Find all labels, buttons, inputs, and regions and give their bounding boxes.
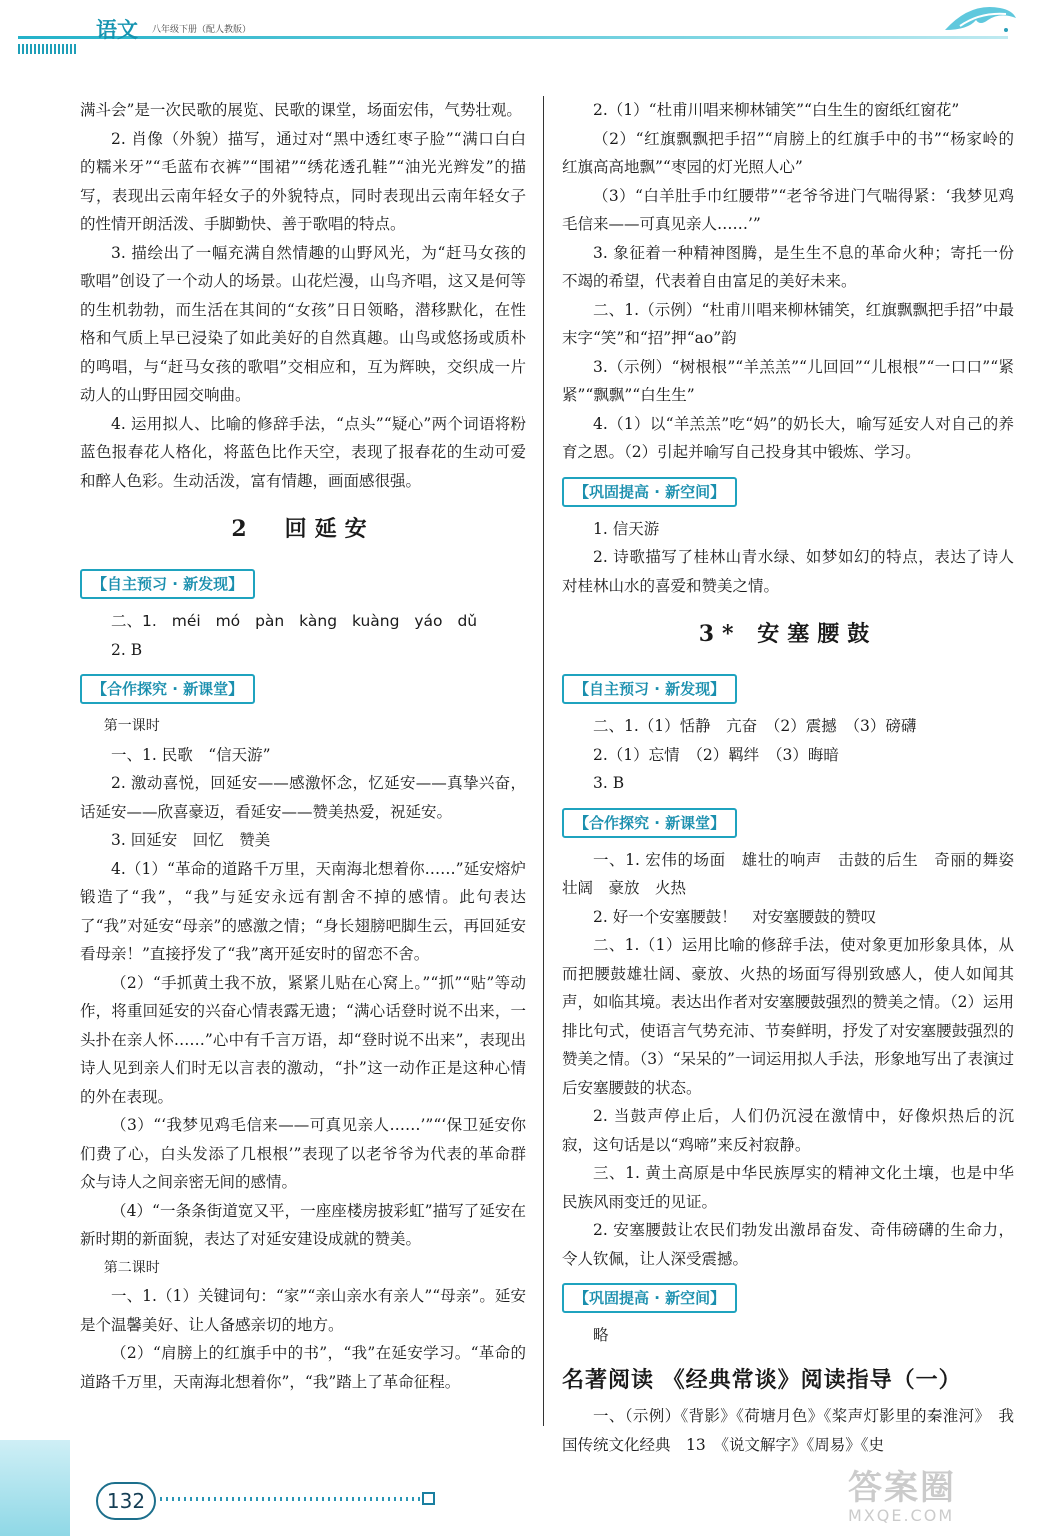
paragraph: 一、1.（1）关键词句：“家”“亲山亲水有亲人”“母亲”。延安是个温馨美好、让人备感亲切的地方。 xyxy=(80,1287,526,1334)
paragraph: 2. 激动喜悦，回延安——感激怀念，忆延安——真挚兴奋，话延安——欣喜豪迈，看延安——赞美热爱，祝延安。 xyxy=(80,774,526,821)
paragraph: （3）“‘我梦见鸡毛信来——可真见亲人……’”“‘保卫延安你们费了心，白头发添了几根根’”表现了以老爷爷为代表的革命群众与诗人之间亲密无间的感情。 xyxy=(80,1116,526,1191)
subject-label: 语文 xyxy=(96,18,138,42)
section-tag-preview: 【自主预习 · 新发现】 xyxy=(80,569,255,599)
page-number: 132 xyxy=(96,1482,156,1520)
reading-guide-title: 名著阅读 《经典常谈》阅读指导（一） xyxy=(562,1366,962,1393)
paragraph: 3. 回延安 回忆 赞美 xyxy=(111,831,271,849)
header-rule xyxy=(18,36,1008,39)
paragraph: 3. 象征着一种精神图腾，是生生不息的革命火种；寄托一份不竭的希望，代表着自由富足的美好未来。 xyxy=(562,243,1014,290)
paragraph: 2. 诗歌描写了桂林山青水绿、如梦如幻的特点，表达了诗人对桂林山水的喜爱和赞美之情。 xyxy=(562,548,1014,595)
paragraph: 1. 信天游 xyxy=(593,519,660,538)
book-info: 八年级下册（配人教版） xyxy=(152,25,252,35)
watermark xyxy=(848,1470,1038,1530)
paragraph: 二、1.（示例）“杜甫川唱来柳林铺笑，红旗飘飘把手招”中最末字“笑”和“招”押“ao”韵 xyxy=(562,300,1014,347)
paragraph: 3. 描绘出了一幅充满自然情趣的山野风光，为“赶马女孩的歌唱”创设了一个动人的场景。山花烂漫，山鸟齐唱，这又是何等的生机勃勃，而生活在其间的“女孩”日日领略，潜移默化，在性格和气质上早已浸染了如此美好的自然真趣。山鸟或悠扬或质朴的鸣唱，与“赶马女孩的歌唱”交相应和，互为辉映，交织成一片动人的山野田园交响曲。 xyxy=(80,243,526,404)
paragraph: （2）“肩膀上的红旗手中的书”，“我”在延安学习。“革命的道路千万里，天南海北想着你”，“我”踏上了革命征程。 xyxy=(80,1344,526,1391)
right-column xyxy=(562,96,1030,1459)
paragraph: 三、1. 黄土高原是中华民族厚实的精神文化土壤，也是中华民族风雨变迁的见证。 xyxy=(562,1164,1014,1211)
footer-end-mark xyxy=(422,1492,435,1505)
paragraph: 2. 安塞腰鼓让农民们勃发出激昂奋发、奇伟磅礴的生命力，令人钦佩，让人深受震撼。 xyxy=(562,1221,1014,1268)
paragraph: （3）“白羊肚手巾红腰带”“老爷爷进门气喘得紧：‘我梦见鸡毛信来——可真见亲人……’” xyxy=(562,186,1014,233)
side-stripe xyxy=(0,1440,70,1536)
paragraph: 一、（示例）《背影》《荷塘月色》《桨声灯影里的秦淮河》 我国传统文化经典 13 《说文解字》《周易》《史 xyxy=(562,1407,1014,1454)
watermark-url: MXQE.COM xyxy=(848,1506,955,1525)
period-label: 第二课时 xyxy=(103,1259,160,1276)
paragraph: 2.（1）忘情 （2）羁绊 （3）晦暗 xyxy=(593,745,839,764)
pinyin-answer: 二、1. méi mó pàn kàng kuàng yáo dǔ xyxy=(111,612,478,630)
paragraph: 2. 当鼓声停止后，人们仍沉浸在激情中，好像炽热后的沉寂，这句话是以“鸡啼”来反衬寂静。 xyxy=(562,1107,1014,1154)
paragraph: 4.（1）“革命的道路千万里，天南海北想着你……”延安熔炉锻造了“我”，“我”与延安永远有割舍不掉的感情。此句表达了“我”对延安“母亲”的感激之情；“身长翅膀吧脚生云，再回延安看母亲！”直接抒发了“我”离开延安时的留恋不舍。 xyxy=(80,859,526,963)
paragraph: 2. 肖像（外貌）描写，通过对“黑中透红枣子脸”“满口白白的糯米牙”“毛蓝布衣裤”“围裙”“绣花透孔鞋”“油光光辫发”的描写，表现出云南年轻女子的外貌特点，同时表现出云南年轻女子的性情开朗活泼、手脚勤快、善于歌唱的特点。 xyxy=(80,129,526,233)
page-header xyxy=(0,0,1052,52)
section-tag-improve: 【巩固提高 · 新空间】 xyxy=(562,1283,737,1313)
footer-dots xyxy=(160,1497,422,1501)
paragraph: 二、1.（1）恬静 亢奋 （2）震撼 （3）磅礴 xyxy=(593,717,917,735)
paragraph: 2. B xyxy=(111,640,143,659)
lesson-title: 2 回延安 xyxy=(231,516,375,542)
paragraph: 略 xyxy=(593,1326,609,1344)
paragraph: 4.（1）以“羊羔羔”吃“妈”的奶长大，喻写延安人对自己的养育之恩。（2）引起并喻写自己投身其中锻炼、学习。 xyxy=(562,414,1014,461)
paragraph: 3. B xyxy=(593,774,625,792)
paragraph: 2. 好一个安塞腰鼓！ 对安塞腰鼓的赞叹 xyxy=(593,907,877,926)
paragraph: 满斗会”是一次民歌的展览、民歌的课堂，场面宏伟，气势壮观。 xyxy=(80,101,522,119)
left-column xyxy=(80,96,526,1396)
paragraph: （2）“手抓黄土我不放，紧紧儿贴在心窝上。”“抓”“贴”等动作，将重回延安的兴奋心情表露无遗；“满心话登时说不出来，一头扑在亲人怀……”心中有千言万语，却“登时说不出来”，表现出诗人见到亲人们时无以言表的激动，“扑”这一动作正是这种心情的外在表现。 xyxy=(80,973,526,1106)
paragraph: 4. 运用拟人、比喻的修辞手法，“点头”“疑心”两个词语将粉蓝色报春花人格化，将蓝色比作天空，表现了报春花的生动可爱和醉人色彩。生动活泼，富有情趣，画面感很强。 xyxy=(80,414,526,490)
section-tag-preview: 【自主预习 · 新发现】 xyxy=(562,674,737,704)
paragraph: 2.（1）“杜甫川唱来柳林铺笑”“白生生的窗纸红窗花” xyxy=(593,101,960,119)
wave-decoration-icon xyxy=(940,0,1020,40)
period-label: 第一课时 xyxy=(103,718,160,734)
watermark-logo: 答案圈 xyxy=(848,1468,956,1508)
header-ticks xyxy=(18,44,76,54)
lesson-title: 3* 安塞腰鼓 xyxy=(698,621,878,647)
paragraph: 一、1. 宏伟的场面 雄壮的响声 击鼓的后生 奇丽的舞姿 壮阔 豪放 火热 xyxy=(562,850,1030,897)
paragraph: 一、1. 民歌 “信天游” xyxy=(111,745,271,764)
paragraph: （4）“一条条街道宽又平，一座座楼房披彩虹”描写了延安在新时期的新面貌，表达了对延安建设成就的赞美。 xyxy=(80,1201,526,1248)
section-tag-explore: 【合作探究 · 新课堂】 xyxy=(562,808,737,838)
paragraph: （2）“红旗飘飘把手招”“肩膀上的红旗手中的书”“杨家岭的红旗高高地飘”“枣园的灯光照人心” xyxy=(562,129,1014,176)
section-tag-improve: 【巩固提高 · 新空间】 xyxy=(562,477,737,507)
section-tag-explore: 【合作探究 · 新课堂】 xyxy=(80,674,255,704)
paragraph: 二、1.（1）运用比喻的修辞手法，使对象更加形象具体，从而把腰鼓雄壮阔、豪放、火热的场面写得别致感人，使人如闻其声，如临其境。表达出作者对安塞腰鼓强烈的赞美之情。（2）运用排比句式，使语言气势充沛、节奏鲜明，抒发了对安塞腰鼓强烈的赞美之情。（3）“呆呆的”一词运用拟人手法，形象地写出了表演过后安塞腰鼓的状态。 xyxy=(562,936,1014,1097)
paragraph: 3.（示例）“树根根”“羊羔羔”“儿回回”“儿根根”“一口口”“紧紧”“飘飘”“白生生” xyxy=(562,357,1014,404)
column-divider xyxy=(543,96,544,1426)
